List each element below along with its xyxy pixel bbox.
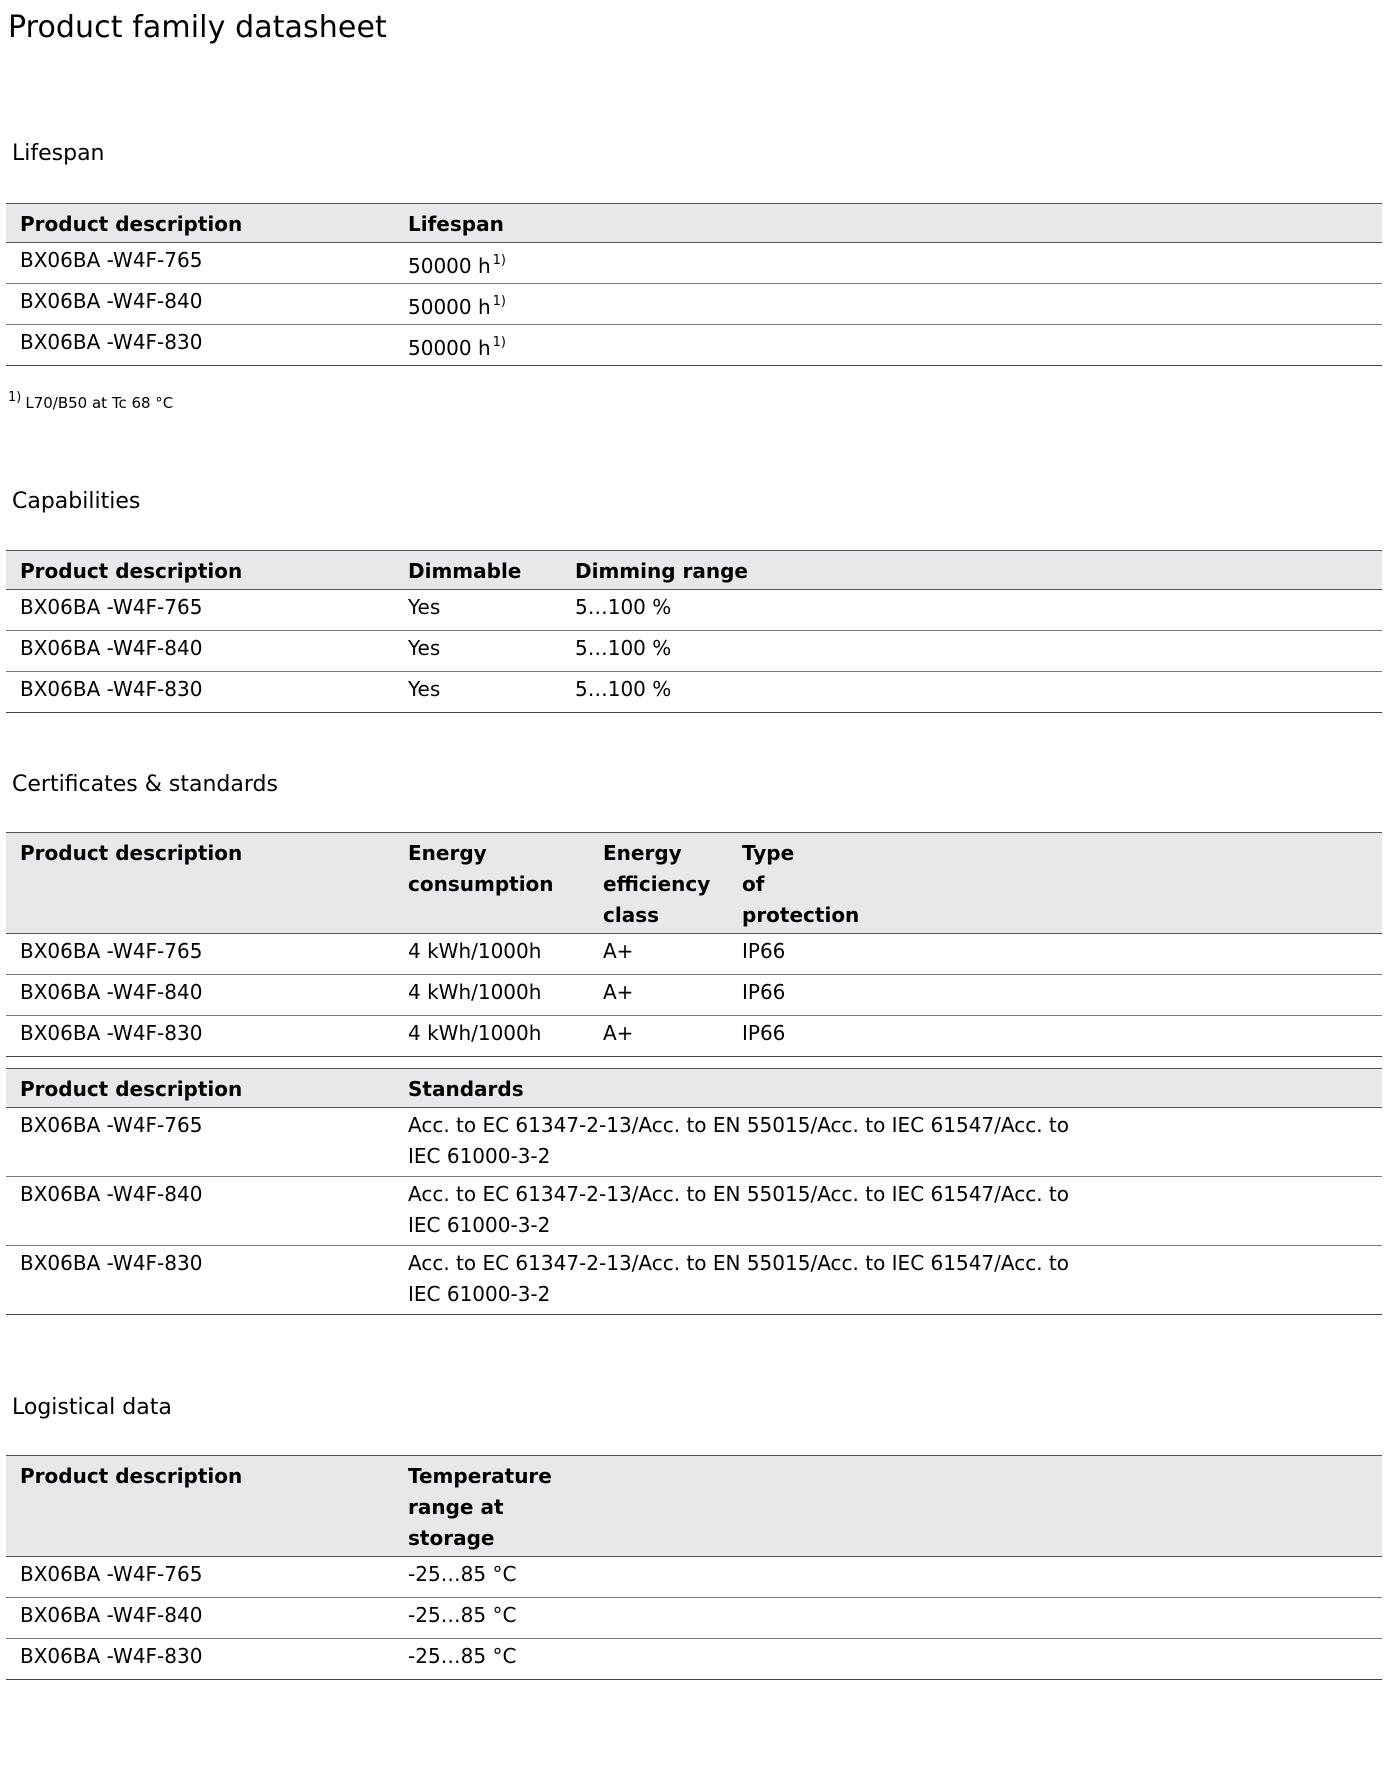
empty-cell xyxy=(534,1598,1382,1639)
standards-cell: Acc. to EC 61347-2-13/Acc. to EN 55015/Acc. to IEC 61547/Acc. to IEC 61000-3-2 xyxy=(408,1182,1069,1237)
protection-cell: IP66 xyxy=(742,980,786,1004)
energy-class-cell: A+ xyxy=(603,980,634,1004)
temperature-cell: -25…85 °C xyxy=(408,1644,517,1668)
footnote-text: L70/B50 at Tc 68 °C xyxy=(25,394,174,412)
section-heading-certificates: Certificates & standards xyxy=(12,772,278,797)
product-cell: BX06BA -W4F-840 xyxy=(20,980,203,1004)
standards-cell: Acc. to EC 61347-2-13/Acc. to EN 55015/Acc. to IEC 61547/Acc. to IEC 61000-3-2 xyxy=(408,1251,1069,1306)
column-header: Product description xyxy=(20,1464,243,1488)
table-row xyxy=(6,590,1382,631)
product-cell: BX06BA -W4F-765 xyxy=(20,1113,203,1137)
protection-cell: IP66 xyxy=(742,1021,786,1045)
product-cell: BX06BA -W4F-765 xyxy=(20,248,203,272)
lifespan-cell xyxy=(394,325,1382,366)
table-row xyxy=(6,975,1382,1016)
energy-class-cell: A+ xyxy=(603,1021,634,1045)
column-header: Energy efficiency class xyxy=(603,841,711,927)
table-row xyxy=(6,1639,1382,1680)
dimmable-cell: Yes xyxy=(408,636,441,660)
dimmable-cell: Yes xyxy=(408,595,441,619)
column-header: Product description xyxy=(20,212,243,236)
table-row xyxy=(6,934,1382,975)
product-cell: BX06BA -W4F-840 xyxy=(20,289,203,313)
table-header-row xyxy=(6,204,1382,243)
column-header: Energy consumption xyxy=(408,841,554,896)
footnote-marker: 1) xyxy=(492,253,506,268)
column-header: Product description xyxy=(20,1077,243,1101)
product-cell: BX06BA -W4F-840 xyxy=(20,1182,203,1206)
product-cell: BX06BA -W4F-830 xyxy=(20,1021,203,1045)
column-header: Temperature range at storage xyxy=(408,1464,552,1550)
lifespan-value: 50000 h xyxy=(408,336,491,360)
table-row xyxy=(6,1557,1382,1598)
column-header: Product description xyxy=(20,841,243,865)
column-header: Dimmable xyxy=(408,559,522,583)
table-row xyxy=(6,243,1382,284)
table-row xyxy=(6,284,1382,325)
product-cell: BX06BA -W4F-830 xyxy=(20,1644,203,1668)
lifespan-table xyxy=(6,203,1382,366)
table-header-row xyxy=(6,1069,1382,1108)
lifespan-cell xyxy=(394,243,1382,284)
column-header: Type of protection xyxy=(742,841,860,927)
empty-cell xyxy=(1094,1108,1382,1177)
table-row xyxy=(6,1246,1382,1315)
section-heading-capabilities: Capabilities xyxy=(12,489,141,514)
dimming-range-cell: 5…100 % xyxy=(575,677,672,701)
energy-consumption-cell: 4 kWh/1000h xyxy=(408,939,542,963)
table-header-row xyxy=(6,551,1382,590)
standards-table xyxy=(6,1068,1382,1315)
temperature-cell: -25…85 °C xyxy=(408,1562,517,1586)
page-title: Product family datasheet xyxy=(8,10,387,45)
table-row xyxy=(6,672,1382,713)
column-header: Lifespan xyxy=(408,212,504,236)
column-header: Product description xyxy=(20,559,243,583)
energy-consumption-cell: 4 kWh/1000h xyxy=(408,980,542,1004)
dimming-range-cell: 5…100 % xyxy=(575,636,672,660)
table-row xyxy=(6,325,1382,366)
empty-cell xyxy=(1094,1246,1382,1315)
product-cell: BX06BA -W4F-830 xyxy=(20,330,203,354)
empty-header xyxy=(1094,1069,1382,1108)
table-header-row xyxy=(6,833,1382,934)
certificates-table xyxy=(6,832,1382,1057)
table-row xyxy=(6,1016,1382,1057)
product-cell: BX06BA -W4F-840 xyxy=(20,636,203,660)
footnote-number: 1) xyxy=(8,390,22,405)
empty-header xyxy=(534,1456,1382,1557)
column-header: Standards xyxy=(408,1077,524,1101)
energy-consumption-cell: 4 kWh/1000h xyxy=(408,1021,542,1045)
lifespan-value: 50000 h xyxy=(408,254,491,278)
section-heading-logistical: Logistical data xyxy=(12,1395,172,1420)
product-cell: BX06BA -W4F-765 xyxy=(20,595,203,619)
dimmable-cell: Yes xyxy=(408,677,441,701)
product-cell: BX06BA -W4F-765 xyxy=(20,1562,203,1586)
column-header: Dimming range xyxy=(575,559,748,583)
product-cell: BX06BA -W4F-830 xyxy=(20,677,203,701)
empty-cell xyxy=(534,1639,1382,1680)
footnote xyxy=(8,390,173,412)
product-cell: BX06BA -W4F-765 xyxy=(20,939,203,963)
table-header-row xyxy=(6,1456,1382,1557)
section-heading-lifespan: Lifespan xyxy=(12,141,105,166)
standards-cell: Acc. to EC 61347-2-13/Acc. to EN 55015/Acc. to IEC 61547/Acc. to IEC 61000-3-2 xyxy=(408,1113,1069,1168)
footnote-marker: 1) xyxy=(492,294,506,309)
capabilities-table xyxy=(6,550,1382,713)
logistical-table xyxy=(6,1455,1382,1680)
table-row xyxy=(6,1598,1382,1639)
temperature-cell: -25…85 °C xyxy=(408,1603,517,1627)
footnote-marker: 1) xyxy=(492,335,506,350)
table-row xyxy=(6,1177,1382,1246)
table-row xyxy=(6,1108,1382,1177)
lifespan-cell xyxy=(394,284,1382,325)
lifespan-value: 50000 h xyxy=(408,295,491,319)
energy-class-cell: A+ xyxy=(603,939,634,963)
product-cell: BX06BA -W4F-840 xyxy=(20,1603,203,1627)
empty-cell xyxy=(1094,1177,1382,1246)
empty-cell xyxy=(534,1557,1382,1598)
product-cell: BX06BA -W4F-830 xyxy=(20,1251,203,1275)
dimming-range-cell: 5…100 % xyxy=(575,595,672,619)
table-row xyxy=(6,631,1382,672)
protection-cell: IP66 xyxy=(742,939,786,963)
